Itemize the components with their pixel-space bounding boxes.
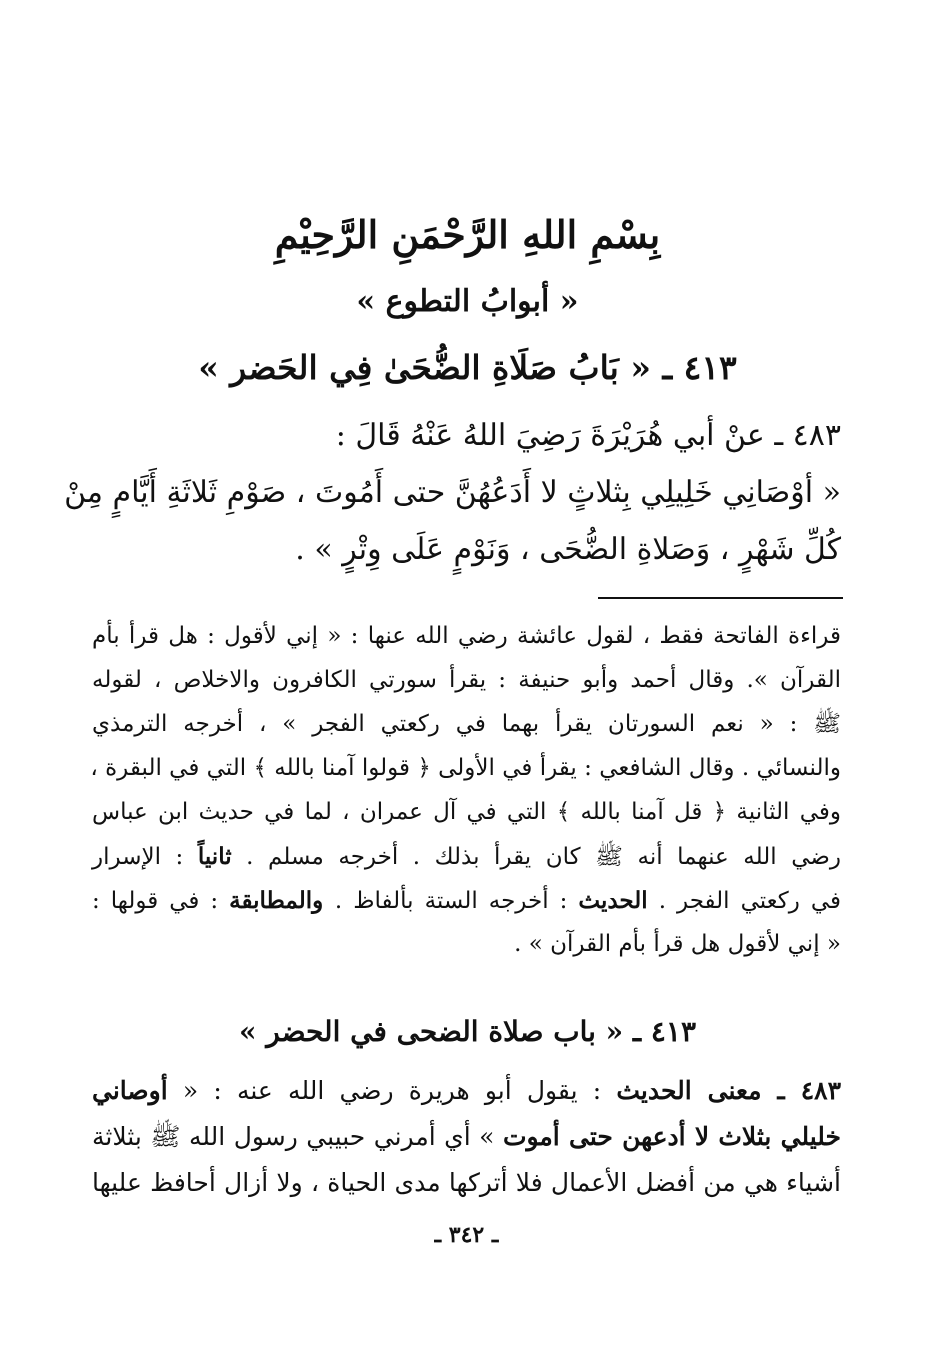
commentary-line-2: القرآن ». وقال أحمد وأبو حنيفة : يقرأ سورتي الكافرون والاخلاص ، لقوله — [92, 667, 841, 693]
explanation-number: ٤٨٣ ـ معنى الحديث — [616, 1076, 842, 1105]
hadith-line-2: كُلِّ شَهْرٍ ، وَصَلاةِ الضُّحَى ، وَنَوْمٍ عَلَى وِتْرٍ » . — [295, 532, 841, 567]
thaniyan-rest: : الإسرار — [92, 844, 198, 870]
explanation-line-2-bold: خليلي بثلاث لا أدعهن حتى أموت — [502, 1122, 841, 1151]
section-title: « أبوابُ التطوع » — [356, 284, 579, 319]
explanation-line-1-text: : يقول أبو هريرة رضي الله عنه : « — [167, 1076, 617, 1105]
hadith-line-1: « أوْصَانِي خَلِيلِي بِثلاثٍ لا أَدَعُهُنَّ حتى أَمُوتَ ، صَوْمِ ثَلاثَةِ أَيَّامٍ مِنْ — [64, 475, 841, 510]
commentary-line-6 — [92, 845, 841, 869]
explanation-line-1-bold: أوصاني — [92, 1076, 168, 1105]
commentary-line-7-text: في ركعتي الفجر . — [658, 888, 842, 914]
commentary-line-3: ﷺ : « نعم السورتان يقرأ بهما في ركعتي الفجر » ، أخرجه الترمذي — [92, 711, 841, 737]
hadith-label: الحديث — [578, 887, 648, 914]
explanation-line-2 — [92, 1124, 841, 1149]
commentary-line-4: والنسائي . وقال الشافعي : يقرأ في الأولى ﴿ قولوا آمنا بالله ﴾ التي في البقرة ، — [90, 755, 841, 781]
mutabaqa-rest: : في قولها : — [92, 888, 230, 914]
commentary-line-7 — [92, 889, 841, 913]
page-number: ـ ٣٤٢ ـ — [434, 1222, 499, 1248]
basmala: بِسْمِ اللهِ الرَّحْمَنِ الرَّحِيْمِ — [274, 212, 661, 257]
commentary-line-1: قراءة الفاتحة فقط ، لقول عائشة رضي الله عنها : « إني لأقول : هل قرأ بأم — [92, 623, 841, 649]
commentary-line-8 — [92, 933, 841, 956]
commentary-line-6-text: رضي الله عنهما أنه ﷺ كان يقرأ بذلك . أخرجه مسلم . — [246, 844, 842, 870]
commentary-line-8-text: إني لأقول هل قرأ بأم القرآن » . — [514, 931, 820, 957]
mutabaqa-label: والمطابقة — [229, 887, 335, 914]
chapter-title: ٤١٣ ـ « بَابُ صَلَاةِ الضُّحَىٰ فِي الحَضر » — [198, 348, 737, 387]
hadith-label-rest: : أخرجه الستة بألفاظ . — [334, 888, 579, 914]
explanation-line-3: أشياء هي من أفضل الأعمال فلا أتركها مدى الحياة ، ولا أزال أحافظ عليها — [92, 1168, 841, 1197]
explanation-line-1 — [92, 1078, 841, 1103]
hadith-intro: ٤٨٣ ـ عنْ أبي هُرَيْرَةَ رَضِيَ اللهُ عَنْهُ قَالَ : — [335, 418, 841, 453]
footnote-separator — [598, 597, 843, 599]
thaniyan-label: ثانياً — [197, 843, 232, 870]
commentary-line-8-prefix: « — [819, 931, 841, 957]
explanation-line-2-text: » أي أمرني حبيبي رسول الله ﷺ بثلاثة — [92, 1122, 503, 1151]
commentary-line-5: وفي الثانية ﴿ قل آمنا بالله ﴾ التي في آل عمران ، لما في حديث ابن عباس — [92, 799, 841, 825]
chapter-title-2: ٤١٣ ـ « باب صلاة الضحى في الحضر » — [239, 1015, 696, 1048]
